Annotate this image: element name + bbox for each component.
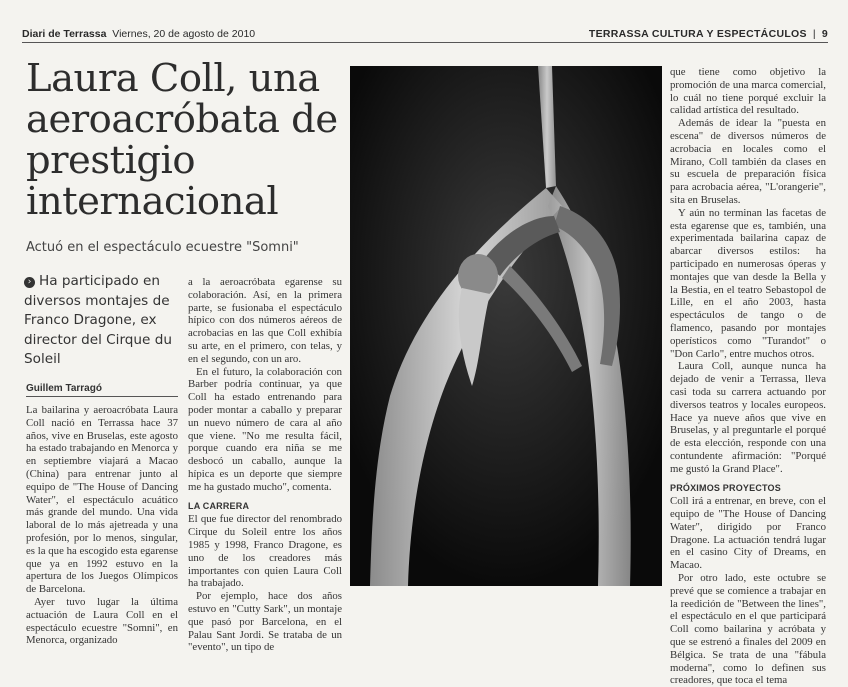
arrow-bullet-icon: › bbox=[24, 277, 35, 288]
highlight-text: Ha participado en diversos montajes de Franco Dragone, ex director del Cirque du Soleil bbox=[24, 273, 172, 367]
paragraph: Laura Coll, aunque nunca ha dejado de venir a Terrassa, lleva casi toda su carrera actuando por diversos teatros y locales europeos. Hace ya nueve años que vive en Bruselas, y al preguntarle el porqué de esta elección, responde con una contundente afirmación: "Porqué me gustó la Grand Place". bbox=[670, 360, 826, 475]
paragraph: Y aún no terminan las facetas de esta egarense que es, también, una experimentada bailarina capaz de abarcar diversos estilos: ha participado en numerosas óperas y montajes que van desde la Bella y la Bestia, en el teatro Sebastopol de Lille, en el año 2003, hasta espectáculos de tango o de flamenco, pasando por montajes operísticos como "Turandot" o "Don Carlo", entre muchos otros. bbox=[670, 206, 826, 360]
column-4 bbox=[670, 66, 826, 687]
paper-name: Diari de Terrassa bbox=[22, 28, 107, 40]
paragraph: En el futuro, la colaboración con Barber podría continuar, ya que Coll ha estado entrenando para poder montar a caballo y preparar un nuevo número de cara al año que viene. "No me resulta fácil, porque cuando era niña se me desbocó un caballo, aunque la hípica es un deporte que siempre me ha gustado mucho", comenta. bbox=[188, 365, 342, 493]
paragraph: La bailarina y aeroacróbata Laura Coll nació en Terrassa hace 37 años, vive en Bruselas, este agosto ha estado trabajando en Menorca y en septiembre viajará a Macao (China) para entrenar junto al equipo de "The House of Dancing Water", el espectáculo acuático más grande del mundo. Una vida laboral de lo más ajetreada y una profesión, por lo menos, singular, es la que ha escogido esta egarense que ya en 1992 estuvo en la apertura de los Juegos Olímpicos de Barcelona. bbox=[26, 404, 178, 596]
highlight-box bbox=[24, 272, 184, 370]
section-name: TERRASSA CULTURA Y ESPECTÁCULOS bbox=[588, 28, 807, 40]
headline: Laura Coll, una aeroacróbata de prestigio internacional bbox=[26, 56, 338, 224]
paragraph: a la aeroacróbata egarense su colaboración. Así, en la primera parte, se fusionaba el espectáculo hípico con dos números aéreos de acrobacias en las que Coll exhibía su arte, en el primero, con telas, y en el segundo, con un aro. bbox=[188, 276, 342, 365]
section-heading-proyectos: PRÓXIMOS PROYECTOS bbox=[670, 482, 781, 493]
paragraph: Por otro lado, este octubre se prevé que se comience a trabajar en la reedición de "Between the lines", el espectáculo en el que participará Coll como bailarina y acróbata y que se estrenó a finales del 2009 en Bélgica. Se trata de una "fábula moderna", como lo definen sus creadores, que toca el tema bbox=[670, 572, 826, 687]
masthead bbox=[22, 26, 828, 43]
photo-illustration bbox=[350, 66, 662, 586]
paragraph: Coll irá a entrenar, en breve, con el equipo de "The House of Dancing Water", dirigido por Franco Dragone. La actuación tendrá lugar en el casino City of Dreams, en Macao. bbox=[670, 495, 826, 572]
paragraph: que tiene como objetivo la promoción de una marca comercial, lo cuál no tiene porqué excluir la calidad artística del resultado. bbox=[670, 66, 826, 117]
byline: Guillem Tarragó bbox=[26, 383, 178, 397]
paragraph: Por ejemplo, hace dos años estuvo en "Cutty Sark", un montaje que pasó por Barcelona, en el Palau Sant Jordi. Se trataba de un "evento", un tipo de bbox=[188, 590, 342, 654]
issue-date: Viernes, 20 de agosto de 2010 bbox=[112, 28, 256, 40]
aerial-acrobat-photo bbox=[350, 66, 662, 586]
paragraph: Además de idear la "puesta en escena" de diversos números de acrobacia en locales como el Mirano, Coll también da clases en su escuela de preparación física para acrobacia aérea, "L'orangerie", sita en Bruselas. bbox=[670, 117, 826, 206]
subhead: Actuó en el espectáculo ecuestre "Somni" bbox=[26, 240, 299, 255]
column-1 bbox=[26, 404, 178, 647]
masthead-right: TERRASSA CULTURA Y ESPECTÁCULOS | 9 bbox=[588, 28, 828, 40]
paragraph: El que fue director del renombrado Cirque du Soleil entre los años 1985 y 1998, Franco Dragone, es uno de los creadores más importantes con quien Laura Coll ha trabajado. bbox=[188, 513, 342, 590]
paragraph: Ayer tuvo lugar la última actuación de Laura Coll en el espectáculo ecuestre "Somni", en Menorca, organizado bbox=[26, 595, 178, 647]
column-2 bbox=[188, 276, 342, 654]
page-number: 9 bbox=[821, 28, 828, 40]
masthead-left bbox=[22, 28, 255, 40]
section-heading-carrera: LA CARRERA bbox=[188, 500, 250, 511]
